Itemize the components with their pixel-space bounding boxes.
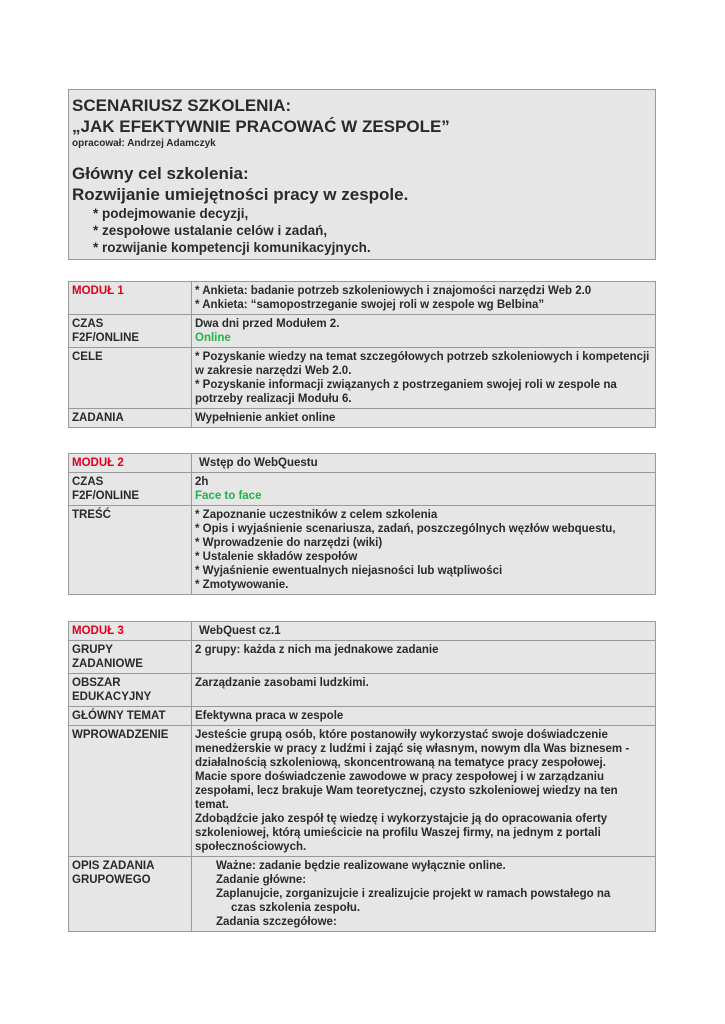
author-line: opracował: Andrzej Adamczyk [72,138,216,149]
table-row [69,282,656,315]
table-row [69,409,656,428]
czas-value: Dwa dni przed Modułem 2. Online [192,315,656,348]
module-1-label: MODUŁ 1 [69,282,192,315]
goal-label: Główny cel szkolenia: [72,164,249,183]
module-3-title: WebQuest cz.1 [192,622,656,641]
grupy-label: GRUPY ZADANIOWE [69,641,192,674]
table-row [69,473,656,506]
zadania-label: ZADANIA [69,409,192,428]
table-row [69,315,656,348]
temat-value: Efektywna praca w zespole [192,707,656,726]
cele-label: CELE [69,348,192,409]
table-row [69,674,656,707]
module-1-table [68,281,656,428]
table-row [69,641,656,674]
czas-label: CZAS F2F/ONLINE [69,473,192,506]
goal-text: Rozwijanie umiejętności pracy w zespole. [72,185,409,204]
zadania-value: Wypełnienie ankiet online [192,409,656,428]
mode-face-to-face: Face to face [195,490,262,502]
document-title: SCENARIUSZ SZKOLENIA: [72,96,292,115]
table-row [69,454,656,473]
czas-value: 2h Face to face [192,473,656,506]
header-box [68,89,656,260]
table-row [69,348,656,409]
document-subtitle: „JAK EFEKTYWNIE PRACOWAĆ W ZESPOLE” [72,117,450,136]
table-row [69,857,656,932]
cele-value: * Pozyskanie wiedzy na temat szczegółowych potrzeb szkoleniowych i kompetencji w zakresie narzędzi Web 2.0. * Pozyskanie informacji związanych z postrzeganiem swojej roli w zespole na potrzeby realizacji Modułu 6. [192,348,656,409]
module-2-label: MODUŁ 2 [69,454,192,473]
table-row [69,506,656,595]
module-3-label: MODUŁ 3 [69,622,192,641]
mode-online: Online [195,332,231,344]
opis-zadania-value: Ważne: zadanie będzie realizowane wyłącznie online. Zadanie główne: Zaplanujcie, zorganizujcie i zrealizujcie projekt w ramach powstałego na czas szkolenia zespołu. Zadania szczegółowe: [192,857,656,932]
module-2-table [68,453,656,595]
module-3-table [68,621,656,932]
tresc-value: * Zapoznanie uczestników z celem szkolenia * Opis i wyjaśnienie scenariusza, zadań, poszczególnych węzłów webquestu, * Wprowadzenie do narzędzi (wiki) * Ustalenie składów zespołów * Wyjaśnienie ewentualnych niejasności lub wątpliwości * Zmotywowanie. [192,506,656,595]
table-row [69,707,656,726]
module-2-title: Wstęp do WebQuestu [192,454,656,473]
table-row [69,622,656,641]
goal-bullet: * zespołowe ustalanie celów i zadań, [93,223,328,238]
opis-zadania-label: OPIS ZADANIA GRUPOWEGO [69,857,192,932]
wprowadzenie-label: WPROWADZENIE [69,726,192,857]
czas-label: CZAS F2F/ONLINE [69,315,192,348]
obszar-value: Zarządzanie zasobami ludzkimi. [192,674,656,707]
obszar-label: OBSZAR EDUKACYJNY [69,674,192,707]
goal-bullet: * rozwijanie kompetencji komunikacyjnych. [93,240,371,255]
grupy-value: 2 grupy: każda z nich ma jednakowe zadanie [192,641,656,674]
table-row [69,726,656,857]
wprowadzenie-value: Jesteście grupą osób, które postanowiły wykorzystać swoje doświadczenie menedżerskie w pracy z ludźmi i zająć się własnym, nowym dla Was biznesem - działalnością szkoleniową, skoncentrowaną na tematyce pracy zespołowej. Macie spore doświadczenie zawodowe w pracy zespołowej i w zarządzaniu zespołami, lecz brakuje Wam teoretycznej, czysto szkoleniowej wiedzy na ten temat. Zdobądźcie jako zespół tę wiedzę i wykorzystajcie ją do opracowania oferty szkoleniowej, którą umieścicie na profilu Waszej firmy, na jednym z portali społecznościowych. [192,726,656,857]
module-1-description: * Ankieta: badanie potrzeb szkoleniowych i znajomości narzędzi Web 2.0 * Ankieta: “samopostrzeganie swojej roli w zespole wg Belbina” [192,282,656,315]
temat-label: GŁÓWNY TEMAT [69,707,192,726]
goal-bullet: * podejmowanie decyzji, [93,206,249,221]
tresc-label: TREŚĆ [69,506,192,595]
